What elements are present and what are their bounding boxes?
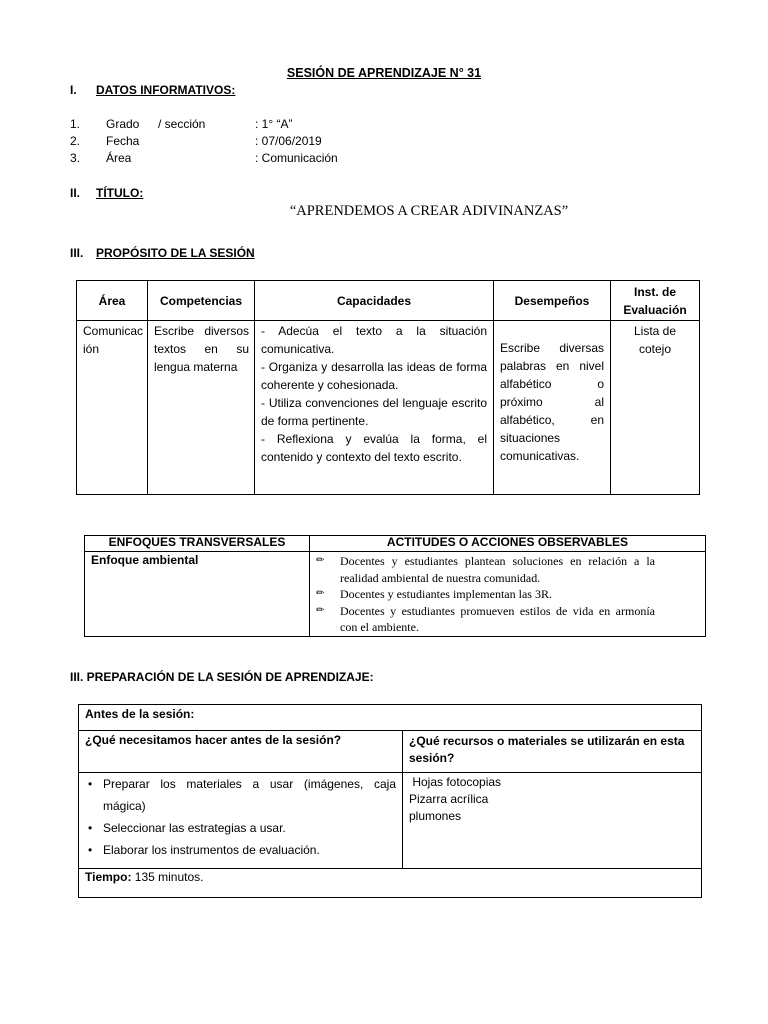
info-row-grado xyxy=(70,117,470,134)
section-titulo-heading xyxy=(70,186,143,200)
section-proposito-heading xyxy=(70,246,255,260)
preparacion-table xyxy=(78,704,702,898)
info-number: 3. xyxy=(70,151,81,165)
info-number: 1. xyxy=(70,117,81,131)
tiempo-label: Tiempo: xyxy=(85,870,132,884)
session-title-text: “APRENDEMOS A CREAR ADIVINANZAS” xyxy=(289,203,569,219)
header-enfoques: ENFOQUES TRANSVERSALES xyxy=(85,536,310,552)
info-label: Fecha xyxy=(106,134,140,148)
tarea-text: Seleccionar las estrategias a usar. xyxy=(103,821,286,835)
cell-instrumento: Lista de cotejo xyxy=(611,321,700,495)
material-item: Pizarra acrílica xyxy=(409,792,489,806)
cell-acciones xyxy=(310,552,706,637)
info-number: 2. xyxy=(70,134,81,148)
section-label: PROPÓSITO DE LA SESIÓN xyxy=(96,246,255,260)
header-competencias: Competencias xyxy=(148,281,255,321)
cell-antes: Antes de la sesión: xyxy=(79,705,702,731)
header-area: Área xyxy=(77,281,148,321)
info-value: : Comunicación xyxy=(255,151,338,165)
cell-desempeno: Escribe diversas palabras en nivel alfabético o próximo al alfabético, en situaciones comunicativas. xyxy=(494,321,611,495)
acciones-list xyxy=(310,553,655,636)
info-row-area xyxy=(70,151,470,168)
cell-competencia: Escribe diversos textos en su lengua materna xyxy=(148,321,255,495)
list-item xyxy=(79,773,396,817)
antes-row xyxy=(79,705,702,731)
tarea-text: Preparar los materiales a usar (imágenes, caja mágica) xyxy=(103,777,396,813)
cell-capacidades xyxy=(255,321,494,495)
info-label-extra: / sección xyxy=(158,117,206,131)
enfoques-data-row xyxy=(85,552,706,637)
material-item: Hojas fotocopias xyxy=(409,775,502,789)
header-instrumento: Inst. de Evaluación xyxy=(611,281,700,321)
proposito-table xyxy=(76,280,700,495)
pencil-icon: ✏ xyxy=(316,588,325,599)
section-number: III. xyxy=(70,246,84,260)
bullet-icon: • xyxy=(88,843,93,857)
info-label: Grado xyxy=(106,117,140,131)
section-label: TÍTULO: xyxy=(96,186,144,200)
tareas-list xyxy=(79,773,396,861)
capacidad-item: - Utiliza convenciones del lenguaje escrito de forma pertinente. xyxy=(261,396,487,428)
preparacion-header-row xyxy=(79,731,702,773)
list-item xyxy=(79,839,396,861)
proposito-data-row xyxy=(77,321,700,495)
capacidad-item: - Reflexiona y evalúa la forma, el contenido y contexto del texto escrito. xyxy=(261,432,487,464)
tiempo-value: 135 minutos. xyxy=(131,870,204,884)
bullet-icon: • xyxy=(88,821,93,835)
section-number: I. xyxy=(70,83,77,97)
section-datos-heading xyxy=(70,83,235,97)
material-item: plumones xyxy=(409,809,462,823)
enfoques-table xyxy=(84,535,706,637)
accion-text: Docentes y estudiantes promueven estilos de vida en armonía con el ambiente. xyxy=(340,603,655,634)
header-desempenos: Desempeños xyxy=(494,281,611,321)
header-actitudes: ACTITUDES O ACCIONES OBSERVABLES xyxy=(310,536,706,552)
list-item xyxy=(310,586,655,603)
document-title: SESIÓN DE APRENDIZAJE N° 31 xyxy=(286,66,482,80)
pencil-icon: ✏ xyxy=(316,555,325,566)
pencil-icon: ✏ xyxy=(316,604,325,616)
capacidad-item: - Organiza y desarrolla las ideas de forma coherente y cohesionada. xyxy=(261,360,487,392)
cell-area: Comunicación xyxy=(77,321,148,495)
cell-enfoque: Enfoque ambiental xyxy=(85,552,310,637)
accion-text: Docentes y estudiantes plantean soluciones en relación a la realidad ambiental de nuestra comunidad. xyxy=(340,554,655,585)
cell-col2-head: ¿Qué recursos o materiales se utilizarán en esta sesión? xyxy=(403,731,702,773)
section-preparacion-heading: III. PREPARACIÓN DE LA SESIÓN DE APRENDIZAJE: xyxy=(70,670,374,684)
info-row-fecha xyxy=(70,134,470,151)
info-value: : 1° “A” xyxy=(255,117,293,131)
section-label: DATOS INFORMATIVOS: xyxy=(96,83,236,97)
info-label: Área xyxy=(106,151,132,165)
tiempo-row xyxy=(79,869,702,898)
header-capacidades: Capacidades xyxy=(255,281,494,321)
proposito-header-row xyxy=(77,281,700,321)
list-item xyxy=(79,817,396,839)
preparacion-data-row xyxy=(79,773,702,869)
list-item xyxy=(310,553,655,586)
tarea-text: Elaborar los instrumentos de evaluación. xyxy=(103,843,320,857)
cell-tiempo xyxy=(79,869,702,898)
capacidad-item: - Adecúa el texto a la situación comunicativa. xyxy=(261,324,487,356)
info-value: : 07/06/2019 xyxy=(255,134,322,148)
cell-col1-head: ¿Qué necesitamos hacer antes de la sesión? xyxy=(79,731,403,773)
section-number: II. xyxy=(70,186,81,200)
cell-materiales xyxy=(403,773,702,869)
list-item xyxy=(310,603,655,636)
cell-tareas xyxy=(79,773,403,869)
accion-text: Docentes y estudiantes implementan las 3R. xyxy=(340,587,552,601)
enfoques-header-row xyxy=(85,536,706,552)
bullet-icon: • xyxy=(88,777,93,791)
